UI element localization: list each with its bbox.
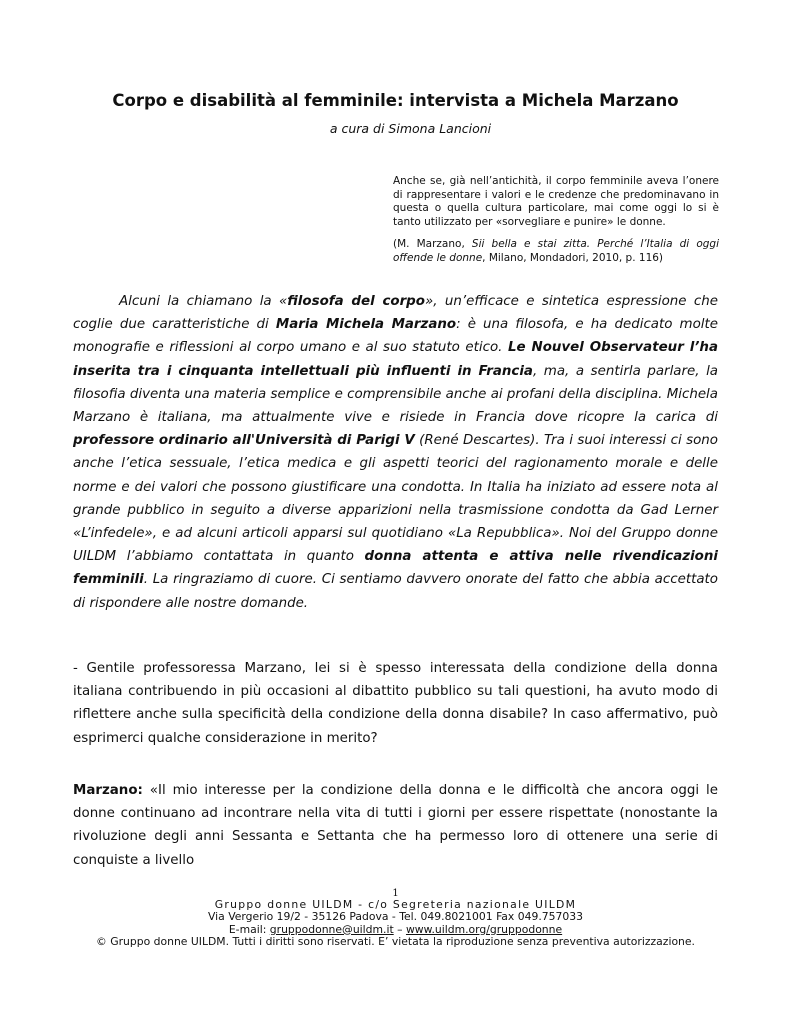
footer-website-link[interactable]: www.uildm.org/gruppodonne bbox=[405, 922, 563, 936]
footer-email-label: E-mail: bbox=[228, 922, 270, 936]
epigraph bbox=[393, 175, 719, 266]
footer-separator: – bbox=[393, 922, 406, 936]
page-footer bbox=[0, 888, 791, 949]
intro-text: , ma, a sentirla parlare, la filosofia diventa una materia semplice e comprensibile anche ai profani della disciplina. Michela Marzano è italiana, ma attualmente vive e risiede in Francia dove ricopre la carica di bbox=[73, 363, 718, 426]
page-number: 1 bbox=[392, 888, 399, 899]
footer-address-line: Via Vergerio 19/2 - 35126 Padova - Tel. 049.8021001 Fax 049.757033 bbox=[208, 910, 583, 924]
footer-copyright: © Gruppo donne UILDM. Tutti i diritti sono riservati. E’ vietata la riproduzione senza preventiva autorizzazione. bbox=[96, 935, 695, 949]
intro-highlight: filosofa del corpo bbox=[287, 294, 425, 309]
footer-email-link[interactable]: gruppodonne@uildm.it bbox=[269, 922, 394, 936]
document-title: Corpo e disabilità al femminile: intervista a Michela Marzano bbox=[112, 91, 679, 110]
interview-answer bbox=[73, 779, 718, 872]
citation-author: (M. Marzano, bbox=[393, 238, 472, 251]
intro-text: (René Descartes). Tra i suoi interessi ci sono anche l’etica sessuale, l’etica medica e gli aspetti teorici del ragionamento morale e delle norme e dei valori che possono giustificare una condotta. In Italia ha iniziato ad essere nota al grande pubblico in seguito a diverse apparizioni nella trasmissione condotta da Gad Lerner «L’infedele», e ad alcuni articoli apparsi sul quotidiano «La Repubblica». Noi del Gruppo donne UILDM l’abbiamo contattata in quanto bbox=[73, 433, 718, 565]
intro-text: Alcuni la chiamano la « bbox=[119, 294, 288, 309]
answer-text: «Il mio interesse per la condizione della donna e le difficoltà che ancora oggi le donne continuano ad incontrare nella vita di tutti i giorni per essere rispettate (nonostante la rivoluzione degli anni Sessanta e Settanta che ha permesso loro di ottenere una serie di conquiste a livello bbox=[73, 783, 718, 868]
intro-text: », un’efficace e sintetica espressione che coglie due caratteristiche di bbox=[73, 294, 718, 333]
document-subtitle: a cura di Simona Lancioni bbox=[329, 121, 492, 136]
intro-highlight: professore ordinario all'Università di Parigi V bbox=[73, 433, 415, 449]
intro-text: . La ringraziamo di cuore. Ci sentiamo davvero onorate del fatto che abbia accettato di rispondere alle nostre domande. bbox=[73, 572, 718, 611]
intro-text: : è una filosofa, e ha dedicato molte monografie e riflessioni al corpo umano e al suo statuto etico. bbox=[73, 317, 719, 356]
intro-paragraph bbox=[73, 290, 718, 615]
citation-book-title: Sii bella e stai zitta. Perché l’Italia di oggi offende le donne bbox=[393, 238, 719, 264]
answer-speaker: Marzano: bbox=[73, 783, 143, 798]
citation-publisher: , Milano, Mondadori, 2010, p. 116) bbox=[482, 251, 664, 264]
footer-org-line: Gruppo donne UILDM - c/o Segreteria nazionale UILDM bbox=[214, 898, 577, 911]
intro-highlight: Le Nouvel Observateur l’ha inserita tra i cinquanta intellettuali più influenti in Francia bbox=[73, 340, 719, 379]
epigraph-quote: Anche se, già nell’antichità, il corpo femminile aveva l’onere di rappresentare i valori e le credenze che predominavano in questa o quella cultura particolare, mai come oggi lo si è tanto utilizzato per «sorvegliare e punire» le donne. bbox=[393, 175, 719, 228]
epigraph-citation bbox=[393, 238, 719, 265]
interview-question: - Gentile professoressa Marzano, lei si è spesso interessata della condizione della donna italiana contribuendo in più occasioni al dibattito pubblico su tali questioni, ha avuto modo di riflettere anche sulla specificità della condizione della donna disabile? In caso affermativo, può esprimerci qualche considerazione in merito? bbox=[73, 661, 718, 746]
intro-highlight: donna attenta e attiva nelle rivendicazioni femminili bbox=[73, 549, 718, 588]
intro-highlight: Maria Michela Marzano bbox=[275, 317, 457, 333]
